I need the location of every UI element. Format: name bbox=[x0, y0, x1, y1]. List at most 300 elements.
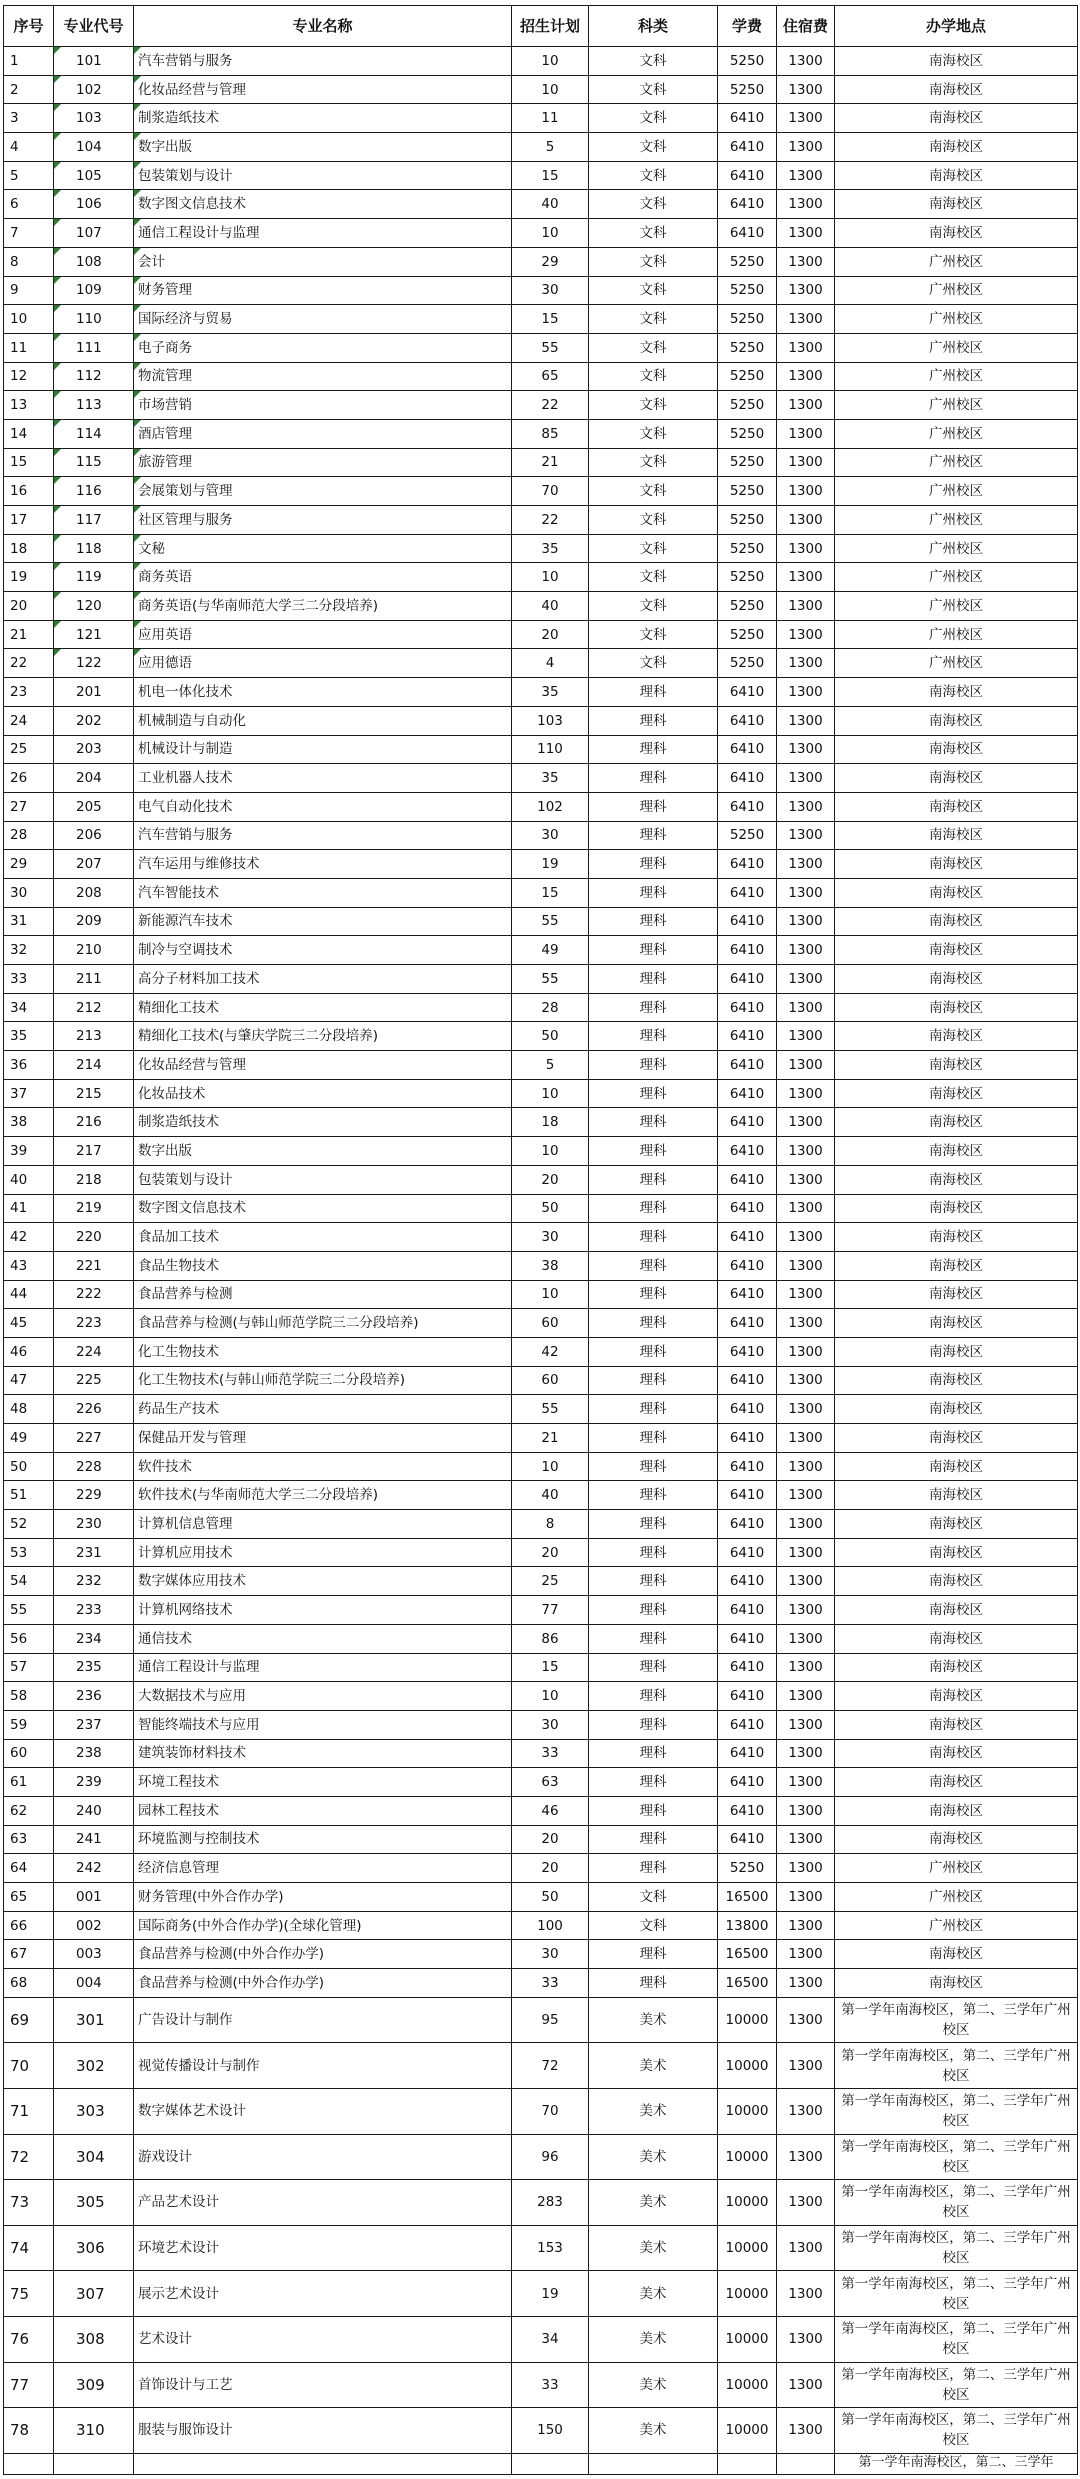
cell-accommodation-fee: 1300 bbox=[777, 1768, 835, 1797]
enrollment-plan-table bbox=[3, 5, 1078, 2475]
cell-category: 文科 bbox=[589, 649, 718, 678]
table-row bbox=[4, 1481, 1078, 1510]
cell-category: 理科 bbox=[589, 1940, 718, 1969]
cell-index: 10 bbox=[4, 305, 54, 334]
cell-category: 文科 bbox=[589, 391, 718, 420]
cell-index: 49 bbox=[4, 1424, 54, 1453]
cell-index: 43 bbox=[4, 1251, 54, 1280]
cell-accommodation-fee: 1300 bbox=[777, 1624, 835, 1653]
cell-index: 62 bbox=[4, 1796, 54, 1825]
cell-tuition bbox=[718, 2453, 777, 2474]
cell-index: 9 bbox=[4, 276, 54, 305]
cell-index bbox=[4, 2453, 54, 2474]
cell-major-name: 国际经济与贸易 bbox=[134, 305, 512, 334]
cell-tuition: 6410 bbox=[718, 1825, 777, 1854]
cell-accommodation-fee: 1300 bbox=[777, 1309, 835, 1338]
cell-accommodation-fee: 1300 bbox=[777, 219, 835, 248]
cell-index: 34 bbox=[4, 993, 54, 1022]
cell-category: 文科 bbox=[589, 219, 718, 248]
cell-index: 14 bbox=[4, 419, 54, 448]
cell-campus: 广州校区 bbox=[835, 506, 1078, 535]
cell-major-name: 制冷与空调技术 bbox=[134, 936, 512, 965]
cell-tuition: 6410 bbox=[718, 219, 777, 248]
cell-campus: 南海校区 bbox=[835, 1538, 1078, 1567]
table-row bbox=[4, 907, 1078, 936]
cell-category: 理科 bbox=[589, 678, 718, 707]
cell-campus: 广州校区 bbox=[835, 333, 1078, 362]
cell-enrollment-plan: 30 bbox=[512, 1940, 589, 1969]
cell-index: 61 bbox=[4, 1768, 54, 1797]
cell-enrollment-plan: 10 bbox=[512, 1137, 589, 1166]
cell-category: 文科 bbox=[589, 506, 718, 535]
table-row bbox=[4, 936, 1078, 965]
cell-index: 60 bbox=[4, 1739, 54, 1768]
cell-enrollment-plan: 46 bbox=[512, 1796, 589, 1825]
table-row bbox=[4, 1710, 1078, 1739]
cell-enrollment-plan: 8 bbox=[512, 1510, 589, 1539]
cell-campus: 南海校区 bbox=[835, 1653, 1078, 1682]
cell-major-code: 122 bbox=[54, 649, 134, 678]
cell-major-code: 222 bbox=[54, 1280, 134, 1309]
cell-category: 理科 bbox=[589, 1510, 718, 1539]
cell-major-name: 汽车智能技术 bbox=[134, 878, 512, 907]
cell-accommodation-fee: 1300 bbox=[777, 1108, 835, 1137]
table-row bbox=[4, 219, 1078, 248]
cell-major-code: 309 bbox=[54, 2362, 134, 2408]
cell-major-code: 105 bbox=[54, 161, 134, 190]
cell-index: 15 bbox=[4, 448, 54, 477]
cell-major-code: 239 bbox=[54, 1768, 134, 1797]
cell-major-code: 208 bbox=[54, 878, 134, 907]
cell-enrollment-plan: 30 bbox=[512, 276, 589, 305]
cell-major-code: 214 bbox=[54, 1051, 134, 1080]
cell-enrollment-plan: 28 bbox=[512, 993, 589, 1022]
cell-major-name: 财务管理(中外合作办学) bbox=[134, 1883, 512, 1912]
cell-major-code: 227 bbox=[54, 1424, 134, 1453]
table-row bbox=[4, 1366, 1078, 1395]
cell-major-code: 103 bbox=[54, 104, 134, 133]
cell-campus: 南海校区 bbox=[835, 1940, 1078, 1969]
cell-major-code: 121 bbox=[54, 620, 134, 649]
cell-campus: 第一学年南海校区，第二、三学年广州校区 bbox=[835, 1997, 1078, 2043]
cell-major-code: 212 bbox=[54, 993, 134, 1022]
cell-index: 12 bbox=[4, 362, 54, 391]
cell-campus: 南海校区 bbox=[835, 1424, 1078, 1453]
cell-enrollment-plan: 4 bbox=[512, 649, 589, 678]
cell-major-name: 展示艺术设计 bbox=[134, 2271, 512, 2317]
cell-major-code: 117 bbox=[54, 506, 134, 535]
cell-accommodation-fee: 1300 bbox=[777, 1854, 835, 1883]
cell-accommodation-fee: 1300 bbox=[777, 2408, 835, 2454]
cell-tuition: 10000 bbox=[718, 2316, 777, 2362]
cell-category: 理科 bbox=[589, 1452, 718, 1481]
cell-category: 理科 bbox=[589, 1682, 718, 1711]
cell-accommodation-fee: 1300 bbox=[777, 1596, 835, 1625]
cell-enrollment-plan: 38 bbox=[512, 1251, 589, 1280]
cell-index: 20 bbox=[4, 592, 54, 621]
cell-accommodation-fee: 1300 bbox=[777, 448, 835, 477]
cell-tuition: 6410 bbox=[718, 878, 777, 907]
cell-major-code: 203 bbox=[54, 735, 134, 764]
header-row bbox=[4, 6, 1078, 47]
table-row bbox=[4, 1137, 1078, 1166]
cell-enrollment-plan: 34 bbox=[512, 2316, 589, 2362]
cell-enrollment-plan: 72 bbox=[512, 2043, 589, 2089]
cell-tuition: 5250 bbox=[718, 649, 777, 678]
cell-enrollment-plan: 55 bbox=[512, 907, 589, 936]
cell-tuition: 16500 bbox=[718, 1940, 777, 1969]
cell-campus: 第一学年南海校区，第二、三学年广州校区 bbox=[835, 2408, 1078, 2454]
cell-major-code: 210 bbox=[54, 936, 134, 965]
cell-tuition: 6410 bbox=[718, 1280, 777, 1309]
table-row bbox=[4, 534, 1078, 563]
cell-category: 理科 bbox=[589, 1280, 718, 1309]
cell-enrollment-plan: 19 bbox=[512, 2271, 589, 2317]
cell-enrollment-plan: 100 bbox=[512, 1911, 589, 1940]
cell-index: 72 bbox=[4, 2134, 54, 2180]
cell-campus: 南海校区 bbox=[835, 792, 1078, 821]
table-row bbox=[4, 1538, 1078, 1567]
cell-enrollment-plan: 95 bbox=[512, 1997, 589, 2043]
table-row bbox=[4, 1452, 1078, 1481]
cell-tuition: 6410 bbox=[718, 1079, 777, 1108]
cell-major-code: 112 bbox=[54, 362, 134, 391]
cell-major-name: 大数据技术与应用 bbox=[134, 1682, 512, 1711]
cell-accommodation-fee: 1300 bbox=[777, 362, 835, 391]
cell-tuition: 6410 bbox=[718, 1510, 777, 1539]
cell-category: 理科 bbox=[589, 1825, 718, 1854]
cell-accommodation-fee: 1300 bbox=[777, 1165, 835, 1194]
cell-enrollment-plan: 50 bbox=[512, 1194, 589, 1223]
cell-accommodation-fee: 1300 bbox=[777, 735, 835, 764]
cell-tuition: 5250 bbox=[718, 333, 777, 362]
cell-major-name: 首饰设计与工艺 bbox=[134, 2362, 512, 2408]
cell-category: 理科 bbox=[589, 1710, 718, 1739]
cell-enrollment-plan: 30 bbox=[512, 1223, 589, 1252]
cell-campus: 南海校区 bbox=[835, 1452, 1078, 1481]
cell-major-code: 225 bbox=[54, 1366, 134, 1395]
header-accommodation-fee: 住宿费 bbox=[777, 6, 835, 47]
cell-accommodation-fee: 1300 bbox=[777, 305, 835, 334]
cell-index: 7 bbox=[4, 219, 54, 248]
cell-category: 理科 bbox=[589, 1251, 718, 1280]
cell-tuition: 10000 bbox=[718, 2043, 777, 2089]
cell-major-code: 305 bbox=[54, 2180, 134, 2226]
cell-campus: 南海校区 bbox=[835, 1739, 1078, 1768]
cell-index: 46 bbox=[4, 1337, 54, 1366]
cell-category: 美术 bbox=[589, 2362, 718, 2408]
cell-category: 文科 bbox=[589, 592, 718, 621]
cell-tuition: 5250 bbox=[718, 247, 777, 276]
cell-major-code: 233 bbox=[54, 1596, 134, 1625]
cell-category: 理科 bbox=[589, 1969, 718, 1998]
cell-major-code: 303 bbox=[54, 2088, 134, 2134]
cell-accommodation-fee: 1300 bbox=[777, 1366, 835, 1395]
cell-index: 4 bbox=[4, 133, 54, 162]
table-row bbox=[4, 1768, 1078, 1797]
cell-major-code: 310 bbox=[54, 2408, 134, 2454]
table-row-partial bbox=[4, 2453, 1078, 2474]
cell-enrollment-plan: 65 bbox=[512, 362, 589, 391]
cell-campus: 第一学年南海校区，第二、三学年广州校区 bbox=[835, 2225, 1078, 2271]
cell-tuition: 10000 bbox=[718, 2362, 777, 2408]
cell-major-code: 224 bbox=[54, 1337, 134, 1366]
cell-campus: 南海校区 bbox=[835, 75, 1078, 104]
cell-major-name: 建筑装饰材料技术 bbox=[134, 1739, 512, 1768]
cell-campus: 南海校区 bbox=[835, 706, 1078, 735]
table-row bbox=[4, 1051, 1078, 1080]
cell-campus: 第一学年南海校区，第二、三学年广州校区 bbox=[835, 2088, 1078, 2134]
cell-major-name: 通信工程设计与监理 bbox=[134, 219, 512, 248]
cell-campus: 南海校区 bbox=[835, 1079, 1078, 1108]
cell-campus: 广州校区 bbox=[835, 477, 1078, 506]
table-row bbox=[4, 1883, 1078, 1912]
cell-accommodation-fee: 1300 bbox=[777, 1137, 835, 1166]
cell-index: 63 bbox=[4, 1825, 54, 1854]
table-row bbox=[4, 75, 1078, 104]
cell-tuition: 6410 bbox=[718, 678, 777, 707]
cell-category: 理科 bbox=[589, 706, 718, 735]
cell-tuition: 6410 bbox=[718, 1682, 777, 1711]
cell-major-code: 236 bbox=[54, 1682, 134, 1711]
cell-accommodation-fee: 1300 bbox=[777, 2316, 835, 2362]
cell-enrollment-plan: 40 bbox=[512, 592, 589, 621]
cell-category: 美术 bbox=[589, 2408, 718, 2454]
cell-enrollment-plan: 40 bbox=[512, 190, 589, 219]
cell-category: 理科 bbox=[589, 1137, 718, 1166]
cell-major-name: 食品生物技术 bbox=[134, 1251, 512, 1280]
table-row bbox=[4, 190, 1078, 219]
table-row bbox=[4, 47, 1078, 76]
cell-major-name: 机械设计与制造 bbox=[134, 735, 512, 764]
cell-tuition: 16500 bbox=[718, 1883, 777, 1912]
cell-accommodation-fee: 1300 bbox=[777, 161, 835, 190]
cell-tuition: 5250 bbox=[718, 276, 777, 305]
cell-category: 理科 bbox=[589, 1022, 718, 1051]
cell-tuition: 5250 bbox=[718, 47, 777, 76]
cell-enrollment-plan bbox=[512, 2453, 589, 2474]
cell-tuition: 6410 bbox=[718, 936, 777, 965]
cell-category: 理科 bbox=[589, 1596, 718, 1625]
cell-major-code: 209 bbox=[54, 907, 134, 936]
cell-campus: 第一学年南海校区，第二、三学年广州校区 bbox=[835, 2043, 1078, 2089]
cell-accommodation-fee: 1300 bbox=[777, 2134, 835, 2180]
cell-category: 理科 bbox=[589, 878, 718, 907]
cell-tuition: 6410 bbox=[718, 792, 777, 821]
cell-enrollment-plan: 15 bbox=[512, 878, 589, 907]
header-major-name: 专业名称 bbox=[134, 6, 512, 47]
cell-index: 16 bbox=[4, 477, 54, 506]
cell-index: 29 bbox=[4, 850, 54, 879]
cell-tuition: 6410 bbox=[718, 1051, 777, 1080]
cell-index: 17 bbox=[4, 506, 54, 535]
cell-enrollment-plan: 35 bbox=[512, 534, 589, 563]
cell-index: 70 bbox=[4, 2043, 54, 2089]
cell-category: 理科 bbox=[589, 1366, 718, 1395]
cell-tuition: 6410 bbox=[718, 1739, 777, 1768]
cell-tuition: 6410 bbox=[718, 706, 777, 735]
cell-enrollment-plan: 50 bbox=[512, 1022, 589, 1051]
cell-major-code: 228 bbox=[54, 1452, 134, 1481]
cell-major-name: 视觉传播设计与制作 bbox=[134, 2043, 512, 2089]
cell-campus: 南海校区 bbox=[835, 1710, 1078, 1739]
cell-enrollment-plan: 35 bbox=[512, 764, 589, 793]
cell-major-name: 化工生物技术 bbox=[134, 1337, 512, 1366]
cell-tuition: 5250 bbox=[718, 1854, 777, 1883]
cell-tuition: 6410 bbox=[718, 1796, 777, 1825]
cell-major-name: 工业机器人技术 bbox=[134, 764, 512, 793]
cell-major-name: 制浆造纸技术 bbox=[134, 1108, 512, 1137]
cell-enrollment-plan: 30 bbox=[512, 1710, 589, 1739]
cell-tuition: 10000 bbox=[718, 2134, 777, 2180]
table-row bbox=[4, 850, 1078, 879]
cell-campus: 南海校区 bbox=[835, 1280, 1078, 1309]
cell-enrollment-plan: 10 bbox=[512, 563, 589, 592]
cell-enrollment-plan: 15 bbox=[512, 1653, 589, 1682]
cell-category: 文科 bbox=[589, 620, 718, 649]
cell-major-code: 302 bbox=[54, 2043, 134, 2089]
cell-enrollment-plan: 55 bbox=[512, 1395, 589, 1424]
cell-index: 1 bbox=[4, 47, 54, 76]
cell-tuition: 5250 bbox=[718, 477, 777, 506]
table-row bbox=[4, 1280, 1078, 1309]
cell-enrollment-plan: 11 bbox=[512, 104, 589, 133]
cell-campus: 南海校区 bbox=[835, 764, 1078, 793]
cell-accommodation-fee: 1300 bbox=[777, 190, 835, 219]
cell-major-name: 服装与服饰设计 bbox=[134, 2408, 512, 2454]
cell-category: 文科 bbox=[589, 305, 718, 334]
cell-index: 75 bbox=[4, 2271, 54, 2317]
cell-tuition: 6410 bbox=[718, 1309, 777, 1338]
cell-campus: 广州校区 bbox=[835, 620, 1078, 649]
cell-index: 32 bbox=[4, 936, 54, 965]
table-row bbox=[4, 2225, 1078, 2271]
cell-accommodation-fee: 1300 bbox=[777, 391, 835, 420]
cell-major-name: 数字媒体应用技术 bbox=[134, 1567, 512, 1596]
cell-major-code: 241 bbox=[54, 1825, 134, 1854]
cell-major-code: 308 bbox=[54, 2316, 134, 2362]
table-row bbox=[4, 1596, 1078, 1625]
cell-index: 18 bbox=[4, 534, 54, 563]
cell-tuition: 16500 bbox=[718, 1969, 777, 1998]
cell-category: 美术 bbox=[589, 2225, 718, 2271]
cell-major-name: 食品营养与检测(与韩山师范学院三二分段培养) bbox=[134, 1309, 512, 1338]
cell-index: 78 bbox=[4, 2408, 54, 2454]
cell-major-code: 101 bbox=[54, 47, 134, 76]
cell-major-name: 会展策划与管理 bbox=[134, 477, 512, 506]
cell-tuition: 6410 bbox=[718, 993, 777, 1022]
cell-accommodation-fee: 1300 bbox=[777, 133, 835, 162]
header-category: 科类 bbox=[589, 6, 718, 47]
cell-major-code: 307 bbox=[54, 2271, 134, 2317]
cell-index: 69 bbox=[4, 1997, 54, 2043]
cell-campus: 南海校区 bbox=[835, 1395, 1078, 1424]
cell-major-code: 304 bbox=[54, 2134, 134, 2180]
cell-major-name: 商务英语 bbox=[134, 563, 512, 592]
cell-tuition: 6410 bbox=[718, 133, 777, 162]
table-row bbox=[4, 1969, 1078, 1998]
cell-major-code: 226 bbox=[54, 1395, 134, 1424]
cell-major-name: 化妆品经营与管理 bbox=[134, 75, 512, 104]
cell-campus: 南海校区 bbox=[835, 1825, 1078, 1854]
cell-major-name: 软件技术 bbox=[134, 1452, 512, 1481]
cell-accommodation-fee: 1300 bbox=[777, 878, 835, 907]
cell-major-code: 219 bbox=[54, 1194, 134, 1223]
cell-enrollment-plan: 77 bbox=[512, 1596, 589, 1625]
cell-campus: 南海校区 bbox=[835, 821, 1078, 850]
table-row bbox=[4, 1395, 1078, 1424]
table-row bbox=[4, 2316, 1078, 2362]
cell-accommodation-fee: 1300 bbox=[777, 333, 835, 362]
cell-index: 58 bbox=[4, 1682, 54, 1711]
cell-major-code: 231 bbox=[54, 1538, 134, 1567]
cell-campus: 南海校区 bbox=[835, 1768, 1078, 1797]
table-row bbox=[4, 1825, 1078, 1854]
cell-enrollment-plan: 103 bbox=[512, 706, 589, 735]
cell-enrollment-plan: 153 bbox=[512, 2225, 589, 2271]
cell-index: 71 bbox=[4, 2088, 54, 2134]
cell-accommodation-fee: 1300 bbox=[777, 1825, 835, 1854]
table-row bbox=[4, 821, 1078, 850]
cell-major-name: 社区管理与服务 bbox=[134, 506, 512, 535]
cell-category: 美术 bbox=[589, 2271, 718, 2317]
cell-category: 理科 bbox=[589, 850, 718, 879]
cell-accommodation-fee: 1300 bbox=[777, 534, 835, 563]
cell-tuition: 10000 bbox=[718, 2088, 777, 2134]
cell-category: 理科 bbox=[589, 1481, 718, 1510]
cell-campus: 南海校区 bbox=[835, 678, 1078, 707]
cell-major-code bbox=[54, 2453, 134, 2474]
cell-category: 文科 bbox=[589, 190, 718, 219]
cell-index: 45 bbox=[4, 1309, 54, 1338]
cell-tuition: 6410 bbox=[718, 190, 777, 219]
cell-tuition: 5250 bbox=[718, 534, 777, 563]
cell-category: 理科 bbox=[589, 907, 718, 936]
table-row bbox=[4, 247, 1078, 276]
cell-enrollment-plan: 33 bbox=[512, 1739, 589, 1768]
cell-major-name: 数字图文信息技术 bbox=[134, 1194, 512, 1223]
cell-tuition: 6410 bbox=[718, 1653, 777, 1682]
cell-accommodation-fee: 1300 bbox=[777, 936, 835, 965]
cell-enrollment-plan: 19 bbox=[512, 850, 589, 879]
cell-campus: 广州校区 bbox=[835, 1883, 1078, 1912]
cell-major-name: 数字出版 bbox=[134, 133, 512, 162]
cell-campus: 第一学年南海校区，第二、三学年广州校区 bbox=[835, 2180, 1078, 2226]
cell-category: 理科 bbox=[589, 1768, 718, 1797]
cell-index: 42 bbox=[4, 1223, 54, 1252]
cell-major-code: 238 bbox=[54, 1739, 134, 1768]
cell-major-code: 104 bbox=[54, 133, 134, 162]
cell-tuition: 13800 bbox=[718, 1911, 777, 1940]
cell-tuition: 5250 bbox=[718, 592, 777, 621]
cell-campus: 南海校区 bbox=[835, 219, 1078, 248]
cell-campus: 第一学年南海校区，第二、三学年广州校区 bbox=[835, 2316, 1078, 2362]
cell-campus: 南海校区 bbox=[835, 1624, 1078, 1653]
header-tuition: 学费 bbox=[718, 6, 777, 47]
cell-index: 51 bbox=[4, 1481, 54, 1510]
cell-major-name: 包装策划与设计 bbox=[134, 161, 512, 190]
cell-major-name: 文秘 bbox=[134, 534, 512, 563]
cell-enrollment-plan: 20 bbox=[512, 1825, 589, 1854]
cell-category: 美术 bbox=[589, 2134, 718, 2180]
cell-accommodation-fee: 1300 bbox=[777, 649, 835, 678]
cell-major-code: 235 bbox=[54, 1653, 134, 1682]
cell-accommodation-fee: 1300 bbox=[777, 1796, 835, 1825]
cell-campus: 第一学年南海校区，第二、三学年 bbox=[835, 2453, 1078, 2474]
cell-category: 文科 bbox=[589, 563, 718, 592]
cell-tuition: 10000 bbox=[718, 1997, 777, 2043]
cell-tuition: 6410 bbox=[718, 104, 777, 133]
